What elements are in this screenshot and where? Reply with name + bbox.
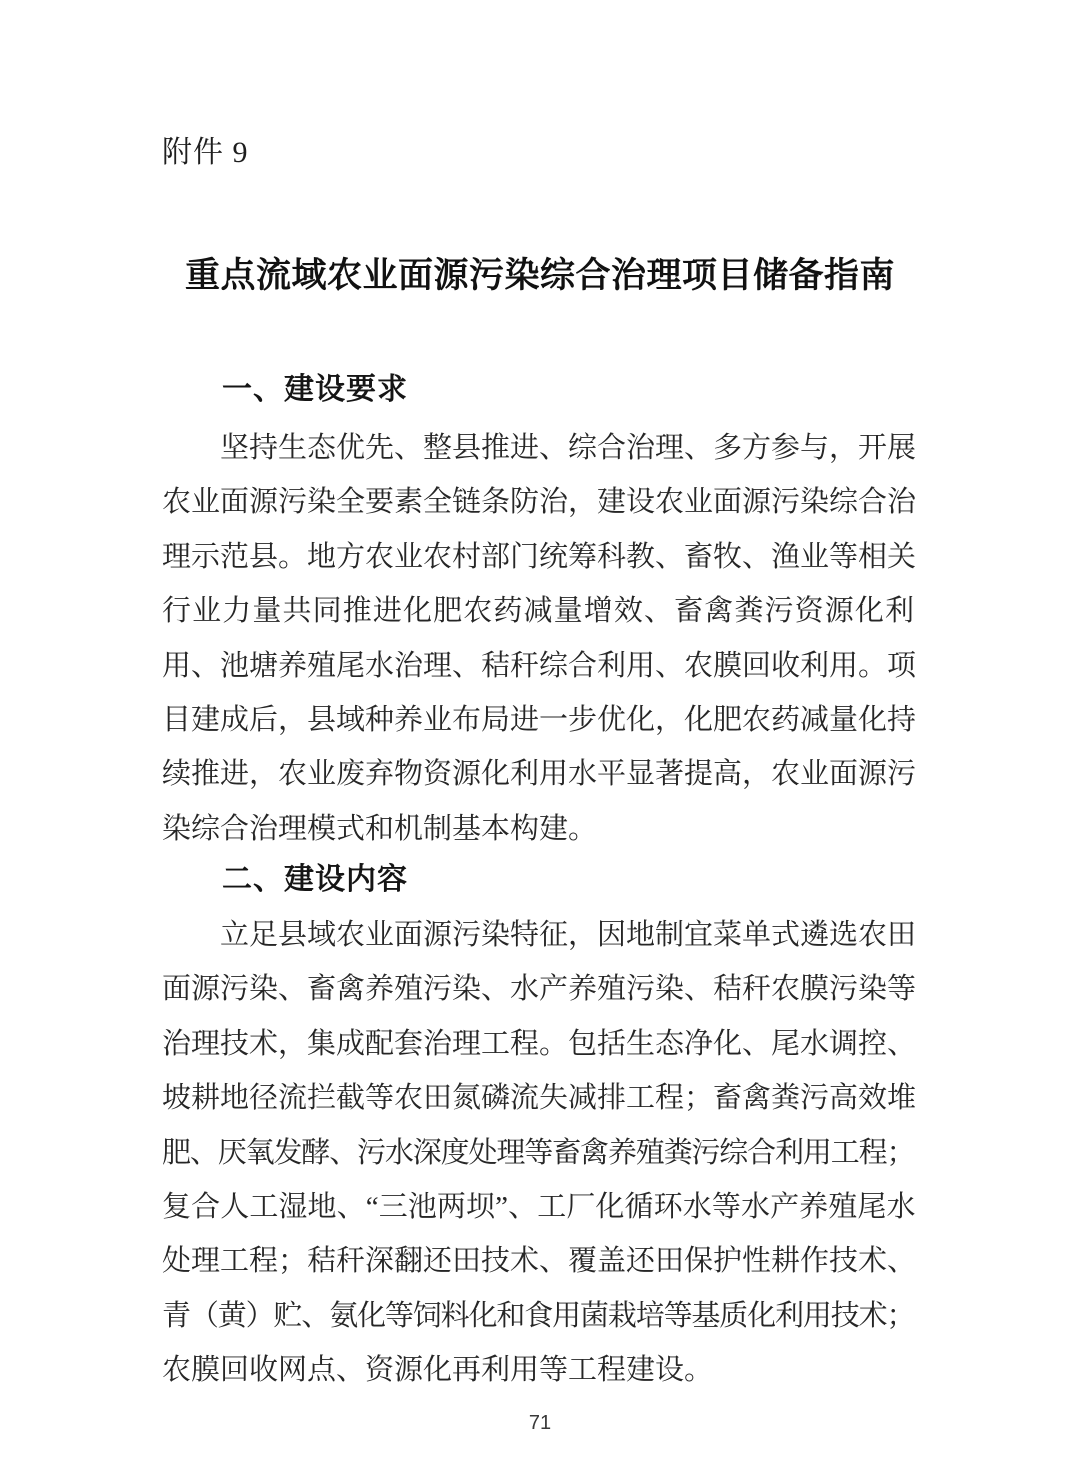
paragraph-line: 目建成后，县域种养业布局进一步优化，化肥农药减量化持 [162,703,917,736]
attachment-label: 附件 9 [162,136,249,169]
paragraph-line: 肥、厌氧发酵、污水深度处理等畜禽养殖粪污综合利用工程； [162,1136,914,1169]
paragraph-line: 理示范县。地方农业农村部门统筹科教、畜牧、渔业等相关 [162,540,917,573]
paragraph-line: 处理工程；秸秆深翻还田技术、覆盖还田保护性耕作技术、 [162,1245,917,1278]
document-title: 重点流域农业面源污染综合治理项目储备指南 [184,256,895,295]
paragraph-line: 面源污染、畜禽养殖污染、水产养殖污染、秸秆农膜污染等 [162,973,917,1006]
paragraph-line: 立足县域农业面源污染特征，因地制宜菜单式遴选农田 [220,919,917,951]
section-requirements-paragraph [162,421,917,856]
paragraph-line: 坚持生态优先、整县推进、综合治理、多方参与，开展 [220,432,917,464]
section-heading-requirements: 一、建设要求 [222,373,408,406]
paragraph-line: 行业力量共同推进化肥农药减量增效、畜禽粪污资源化利 [162,595,914,628]
section-heading-content: 二、建设内容 [222,863,408,896]
paragraph-line: 坡耕地径流拦截等农田氮磷流失减排工程；畜禽粪污高效堆 [162,1082,917,1115]
paragraph-line: 染综合治理模式和机制基本构建。 [162,812,598,845]
paragraph-line: 复合人工湿地、“三池两坝”、工厂化循环水等水产养殖尾水 [162,1190,914,1223]
section-content-paragraph [162,908,917,1398]
page-number: 71 [528,1412,552,1434]
paragraph-line: 治理技术，集成配套治理工程。包括生态净化、尾水调控、 [162,1027,917,1060]
paragraph-line: 青（黄）贮、氨化等饲料化和食用菌栽培等基质化利用技术； [162,1299,914,1332]
paragraph-line: 农膜回收网点、资源化再利用等工程建设。 [162,1354,714,1387]
paragraph-line: 续推进，农业废弃物资源化利用水平显著提高，农业面源污 [162,758,917,791]
paragraph-line: 用、池塘养殖尾水治理、秸秆综合利用、农膜回收利用。项 [162,649,917,682]
paragraph-line: 农业面源污染全要素全链条防治，建设农业面源污染综合治 [162,486,917,519]
